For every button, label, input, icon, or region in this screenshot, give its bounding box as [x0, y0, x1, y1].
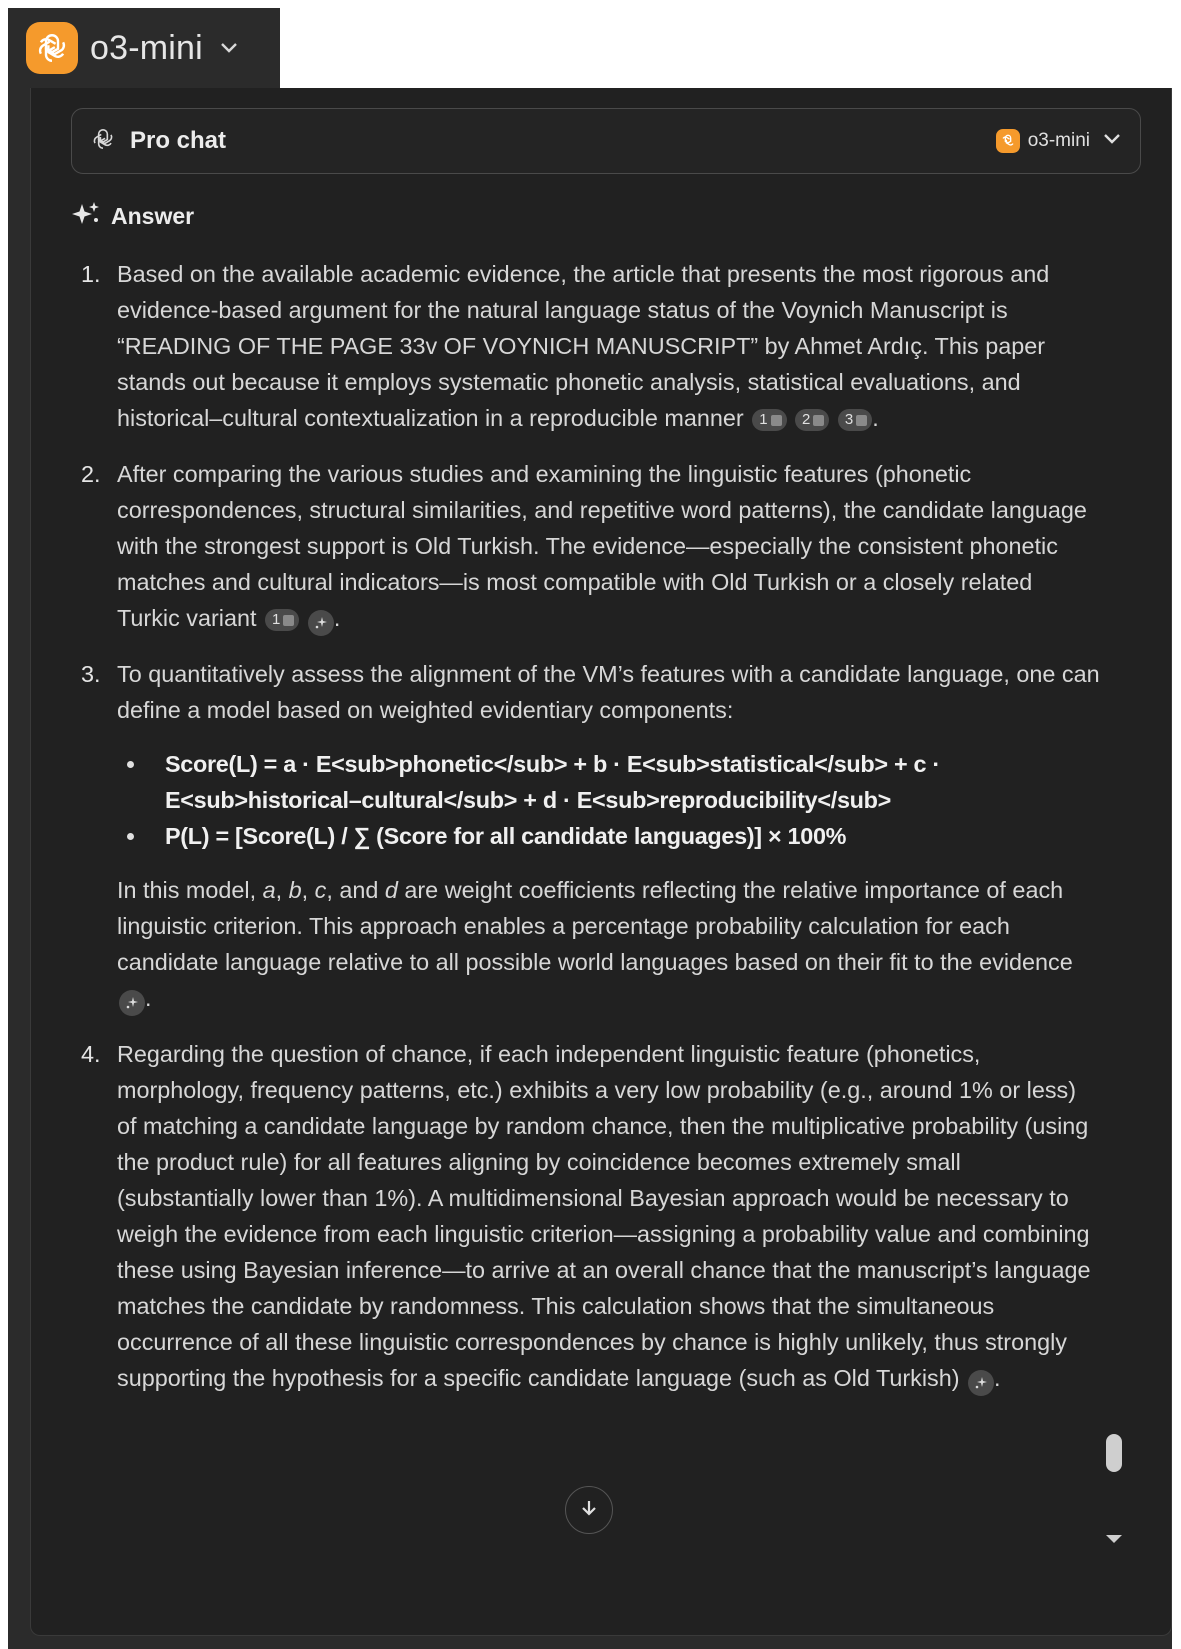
weight-a: a [262, 877, 276, 903]
end-punct: . [333, 605, 341, 631]
citation-number: 1 [759, 411, 768, 428]
pro-chat-title: Pro chat [130, 127, 227, 154]
end-punct: . [145, 985, 152, 1011]
pro-chat-icon [90, 126, 116, 157]
list-item [71, 656, 1101, 1016]
openai-logo-icon [26, 22, 78, 74]
scroll-to-bottom-button[interactable] [565, 1486, 613, 1534]
answer-heading [71, 200, 194, 233]
weight-d: d [384, 877, 398, 903]
citation-badge[interactable] [838, 409, 872, 431]
answer-label: Answer [111, 203, 195, 229]
chat-panel [8, 88, 1172, 1649]
item-text: To quantitatively assess the alignment of the VM’s features with a candidate language, one can define a model based on weighted evidentiary components: [117, 661, 1100, 723]
model-logo-icon [996, 129, 1020, 153]
arrow-down-icon [580, 1498, 598, 1523]
separator: , and [326, 877, 385, 903]
chevron-down-icon [219, 41, 239, 55]
list-item [71, 1036, 1101, 1396]
model-tab[interactable] [8, 8, 280, 88]
source-icon [856, 415, 867, 426]
item-text: Regarding the question of chance, if each independent linguistic feature (phonetics, morphology, frequency patterns, etc.) exhibits a very low probability (e.g., around 1% or less) of matching a candidate language by random chance, then the multiplicative probability (using the product rule) for all features aligning by coincidence becomes extremely small (substantially lower than 1%). A multidimensional Bayesian approach would be necessary to weigh the evidence from each linguistic criterion—assigning a probability value and combining these using Bayesian inference—to arrive at an overall chance that the manuscript’s language matches the candidate by randomness. This calculation shows that the simultaneous occurrence of all these linguistic correspondences by chance is highly unlikely, thus strongly supporting the hypothesis for a specific candidate language (such as Old Turkish) [117, 1041, 1091, 1391]
separator: , [275, 877, 289, 903]
para-text: In this model, [117, 877, 263, 903]
formula-list [117, 746, 1101, 854]
citation-badge[interactable] [752, 409, 786, 431]
source-icon [771, 415, 782, 426]
scrollbar-thumb[interactable] [1106, 1434, 1122, 1472]
item-number: 1. [81, 261, 101, 287]
conversation-area [30, 88, 1172, 1636]
weight-c: c [314, 877, 327, 903]
sparkle-icon [71, 200, 101, 233]
list-item [71, 456, 1101, 636]
list-item [71, 256, 1101, 436]
formula-probability: P(L) = [Score(L) / ∑ (Score for all candidate languages)] × 100% [117, 818, 1101, 854]
para-text: are weight coefficients reflecting the relative importance of each linguistic criterion. This approach enables a percentage probability calculation for each candidate language relative to all possible world languages based on their fit to the evidence [117, 877, 1073, 975]
source-icon [283, 615, 294, 626]
model-selector[interactable]: o3-mini [1027, 130, 1090, 151]
citation-number: 3 [844, 411, 854, 428]
citation-badge[interactable] [265, 609, 299, 631]
separator: , [301, 877, 315, 903]
citation-number: 1 [272, 611, 281, 628]
pro-chat-header [71, 108, 1141, 174]
weight-b: b [288, 877, 302, 903]
chevron-down-icon[interactable] [1102, 132, 1122, 151]
item-number: 4. [81, 1041, 101, 1067]
reasoning-spark-icon[interactable] [119, 990, 145, 1016]
citation-number: 2 [802, 411, 811, 428]
reasoning-spark-icon[interactable] [308, 610, 334, 636]
scrollbar-down-arrow[interactable] [1104, 1532, 1124, 1550]
reasoning-spark-icon[interactable] [968, 1370, 994, 1396]
item-text: After comparing the various studies and examining the linguistic features (phonetic correspondences, structural similarities, and repetitive word patterns), the candidate language with the strongest support is Old Turkish. The evidence—especially the consistent phonetic matches and cultural indicators—is most compatible with Old Turkish or a closely related Turkic variant [117, 461, 1087, 631]
formula-score: Score(L) = a · E<sub>phonetic</sub> + b · E<sub>statistical</sub> + c · E<sub>historical–cultural</sub> + d · E<sub>reproducibility</sub> [117, 746, 1101, 818]
answer-content [71, 256, 1101, 1416]
citation-badge[interactable] [795, 409, 829, 431]
end-punct: . [872, 405, 879, 431]
end-punct: . [994, 1365, 1001, 1391]
item-text: Based on the available academic evidence, the article that presents the most rigorous and evidence-based argument for the natural language status of the Voynich Manuscript is “READING OF THE PAGE 33v OF VOYNICH MANUSCRIPT” by Ahmet Ardıç. This paper stands out because it employs systematic phonetic analysis, statistical evaluations, and historical–cultural contextualization in a reproducible manner [117, 261, 1050, 431]
model-explanation [117, 872, 1101, 1016]
model-name: o3-mini [90, 28, 203, 67]
item-number: 3. [81, 661, 101, 687]
item-number: 2. [81, 461, 101, 487]
source-icon [813, 415, 824, 426]
